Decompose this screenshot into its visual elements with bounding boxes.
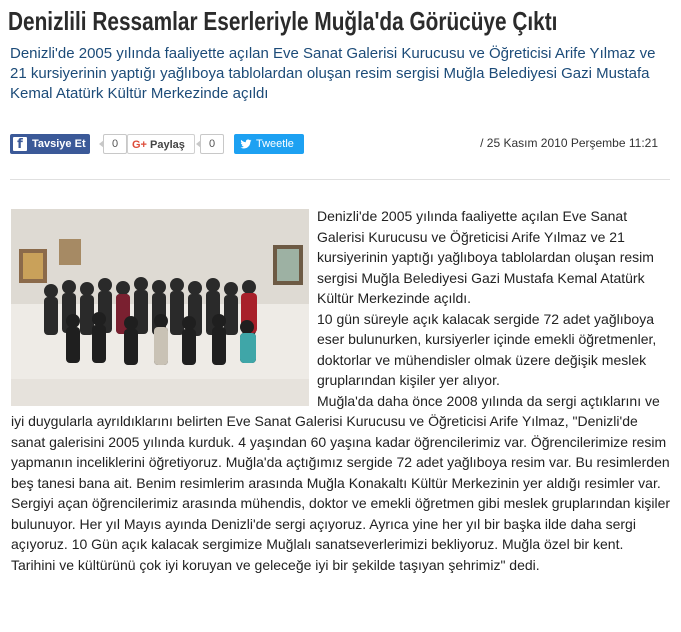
facebook-recommend-button[interactable] (10, 134, 90, 154)
article-paragraph: Denizli'de 2005 yılında faaliyette açılan Eve Sanat Galerisi Kurucusu ve Öğreticisi Arife Yılmaz ve 21 kursiyerinin yaptığı yağlıboya tablolardan oluşan resim sergisi Muğla Belediyesi Gazi Mustafa Kemal Atatürk Kültür Merkezinde açıldı. (317, 208, 654, 306)
article-body (11, 206, 671, 575)
page-title: Denizlili Ressamlar Eserleriyle Muğla'da Görücüye Çıktı (8, 6, 558, 36)
twitter-bird-icon (240, 138, 252, 150)
googleplus-share-label: Paylaş (150, 139, 185, 151)
article-paragraph: 10 gün süreyle açık kalacak sergide 72 adet yağlıboya eser bulunurken, kursiyerler içinde emekli öğretmenler, doktorlar ve mühendisler olmak üzere değişik meslek gruplarından kişiler yer alıyor. (317, 310, 657, 388)
photo-spacer (11, 206, 317, 406)
facebook-icon: f (13, 137, 27, 151)
article-paragraph: Muğla'da daha önce 2008 yılında da sergi açtıklarını ve iyi duygularla ayrıldıklarını belirten Eve Sanat Galerisi Kurucusu ve Öğreticisi Arife Yılmaz, "Denizli'de sanat galerisini 2005 yılında kurduk. 4 yaşından 60 yaşına kadar öğrencilerimiz var. Öğrencilerimize resim yapmanın inceliklerini öğretiyoruz. Muğla'da açtığımız sergide 72 adet yağlıboya resim var. Bu resimlerden beş tanesi bana ait. Benim resimlerim arasında Muğla Konakaltı Kültür Merkezinin yer aldığı resimler var. Sergiyi açan öğrencilerimiz arasında mühendis, doktor ve emekli öğretmen gibi meslek gruplarından kişiler bulunuyor. Her yıl Mayıs ayında Denizli'de sergi açıyoruz. Ayrıca yine her yıl bir başka ilde daha sergi açıyoruz. 10 Gün açık kalacak sergimize Muğlalı sanatseverlerimizi bekliyoruz. Muğla özel bir kent. Tarihini ve kültürünü çok iyi koruyan ve geleceğe iyi bir şekilde taşıyan şehrimiz" dedi. (11, 392, 671, 573)
googleplus-icon: G+ (132, 139, 147, 151)
tweet-button[interactable] (234, 134, 304, 154)
googleplus-count: 0 (200, 134, 224, 154)
tweet-label: Tweetle (256, 138, 294, 150)
publish-date: / 25 Kasım 2010 Perşembe 11:21 (480, 136, 658, 150)
divider (10, 179, 670, 180)
article-summary: Denizli'de 2005 yılında faaliyette açılan Eve Sanat Galerisi Kurucusu ve Öğreticisi Arife Yılmaz ve 21 kursiyerinin yaptığı yağlıboya tablolardan oluşan resim sergisi Muğla Belediyesi Gazi Mustafa Kemal Atatürk Kültür Merkezinde açıldı (10, 45, 656, 102)
googleplus-share-button[interactable] (127, 134, 195, 154)
facebook-count: 0 (103, 134, 127, 154)
facebook-recommend-label: Tavsiye Et (32, 138, 86, 150)
share-bar (10, 134, 670, 156)
